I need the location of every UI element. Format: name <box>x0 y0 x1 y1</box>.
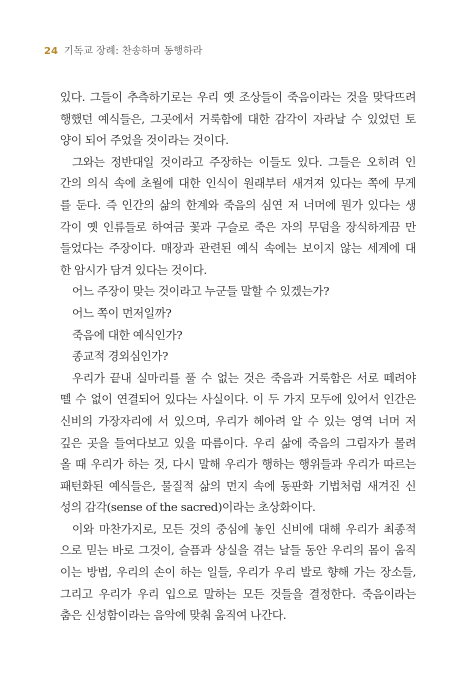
running-title: 기독교 장례: 찬송하며 동행하라 <box>63 46 203 57</box>
text-line: 신비의 가장자리에 서 있으며, 우리가 헤아려 알 수 있는 영역 너머 저 <box>60 413 416 428</box>
running-header <box>44 42 202 57</box>
text-line: 뗄 수 없이 연결되어 있다는 사실이다. 이 두 가지 모두에 있어서 인간은 <box>60 392 416 407</box>
text-line: 으로 믿는 바로 그것이, 슬픔과 상실을 겪는 날들 동안 우리의 몸이 움직 <box>60 543 416 558</box>
text-line: 이와 마찬가지로, 모든 것의 중심에 놓인 신비에 대해 우리가 최종적 <box>72 521 416 536</box>
text-line: 그리고 우리가 우리 입으로 말하는 모든 것들을 결정한다. 죽음이라는 <box>60 586 416 601</box>
text-line: 이는 방법, 우리의 손이 하는 일들, 우리가 우리 발로 향해 가는 장소들, <box>60 565 416 580</box>
text-line: 들었다는 주장이다. 매장과 관련된 예식 속에는 보이지 않는 세계에 대 <box>60 241 416 256</box>
text-line: 죽음에 대한 예식인가? <box>72 327 183 342</box>
text-line: 각이 옛 인류들로 하여금 꽃과 구슬로 죽은 자의 무덤을 장식하게끔 만 <box>60 219 416 234</box>
text-line: 우리가 끝내 실마리를 풀 수 없는 것은 죽음과 거룩함은 서로 떼려야 <box>72 370 416 385</box>
text-line: 양이 되어 주었을 것이라는 것이다. <box>60 133 229 148</box>
text-line: 올 때 우리가 하는 것, 다시 말해 우리가 행하는 행위들과 우리가 따르는 <box>60 457 416 472</box>
text-line: 그와는 정반대일 것이라고 주장하는 이들도 있다. 그들은 오히려 인 <box>72 154 416 169</box>
text-line: 행했던 예식들은, 그곳에서 거룩함에 대한 감각이 자라날 수 있었던 토 <box>60 111 416 126</box>
page-number: 24 <box>44 46 58 57</box>
text-line: 를 둔다. 즉 인간의 삶의 한계와 죽음의 심연 저 너머에 뭔가 있다는 생 <box>60 197 416 212</box>
body-text <box>60 87 416 627</box>
text-line: 간의 의식 속에 초월에 대한 인식이 원래부터 새겨져 있다는 쪽에 무게 <box>60 176 416 191</box>
text-line: 어느 쪽이 먼저일까? <box>72 305 172 320</box>
text-line: 어느 주장이 맞는 것이라고 누군들 말할 수 있겠는가? <box>72 284 330 299</box>
text-line: 한 암시가 담겨 있다는 것이다. <box>60 262 207 277</box>
text-line: 종교적 경외심인가? <box>72 349 168 364</box>
text-line: 있다. 그들이 추측하기로는 우리 옛 조상들이 죽음이라는 것을 맞닥뜨려 <box>60 90 416 104</box>
text-line: 춤은 신성함이라는 음악에 맞춰 움직여 나간다. <box>60 608 287 623</box>
text-line: 패턴화된 예식들은, 물질적 삶의 먼지 속에 동판화 기법처럼 새겨진 신 <box>60 478 416 493</box>
text-line: 깊은 곳을 들여다보고 있을 따름이다. 우리 삶에 죽음의 그림자가 몰려 <box>60 435 416 450</box>
text-line: 성의 감각(sense of the sacred)이라는 초상화이다. <box>60 500 316 515</box>
